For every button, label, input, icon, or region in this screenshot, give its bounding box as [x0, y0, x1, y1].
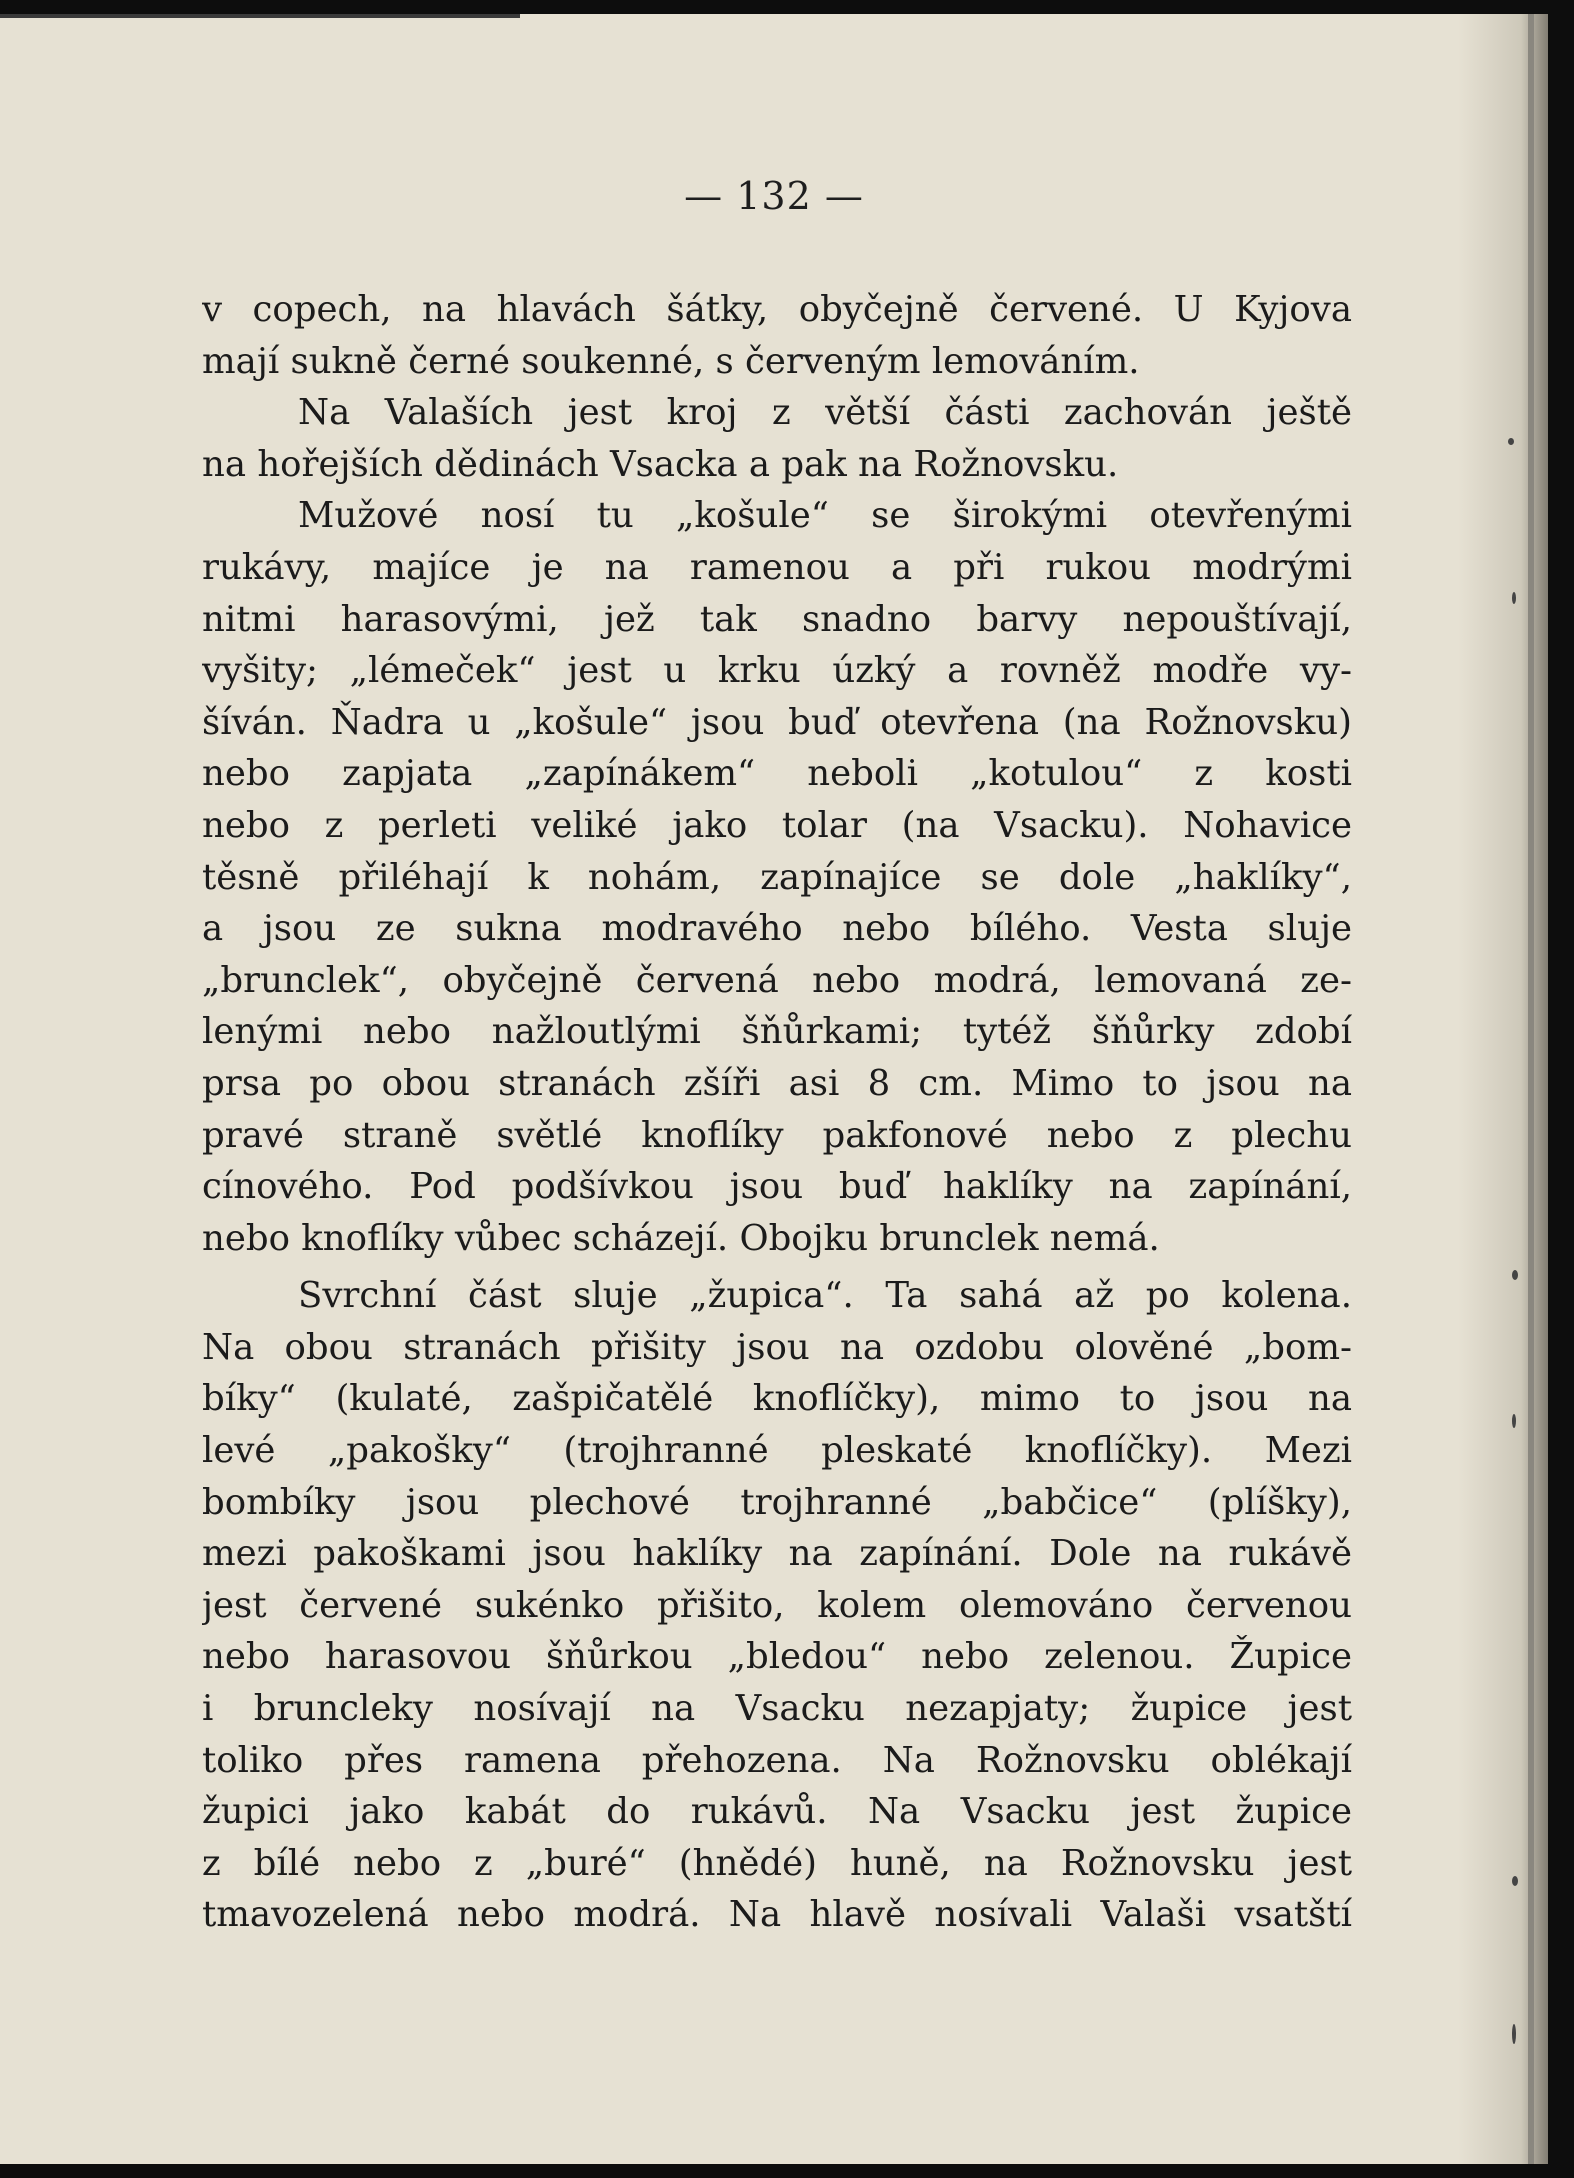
text-line: „brunclek“, obyčejně červená nebo modrá, lemovaná ze-	[202, 959, 1352, 1001]
page-gutter-shadow	[1458, 14, 1548, 2164]
page-number: — 132 —	[684, 174, 864, 218]
text-line: nebo zapjata „zapínákem“ neboli „kotulou“ z kosti	[202, 753, 1352, 795]
body-text	[202, 284, 1352, 1941]
text-line: Na Valaších jest kroj z větší části zachován ještě	[298, 392, 1352, 434]
text-line: jest červené sukénko přišito, kolem olemováno červenou	[202, 1584, 1352, 1626]
text-line: bíky“ (kulaté, zašpičatělé knoflíčky), mimo to jsou na	[202, 1378, 1352, 1420]
speck-mark	[1512, 2024, 1516, 2044]
text-line: nebo harasovou šňůrkou „bledou“ nebo zelenou. Župice	[202, 1636, 1352, 1678]
text-line: těsně přiléhají k nohám, zapínajíce se dole „haklíky“,	[202, 856, 1352, 898]
text-line: nebo z perleti veliké jako tolar (na Vsacku). Nohavice	[202, 804, 1352, 846]
top-edge-strip	[0, 14, 520, 18]
text-line: mají sukně černé soukenné, s červeným lemováním.	[202, 340, 1140, 382]
text-line: nebo knoflíky vůbec scházejí. Obojku brunclek nemá.	[202, 1217, 1160, 1259]
text-line: bombíky jsou plechové trojhranné „babčice“ (plíšky),	[202, 1481, 1352, 1523]
text-line: cínového. Pod podšívkou jsou buď haklíky na zapínání,	[202, 1166, 1352, 1208]
speck-mark	[1512, 1270, 1518, 1280]
text-line: Svrchní část sluje „župica“. Ta sahá až po kolena.	[298, 1275, 1352, 1317]
book-page	[0, 14, 1548, 2164]
text-line: nitmi harasovými, jež tak snadno barvy nepouštívají,	[202, 598, 1352, 640]
text-line: Mužové nosí tu „košule“ se širokými otevřenými	[298, 495, 1352, 537]
text-line: i bruncleky nosívají na Vsacku nezapjaty; župice jest	[202, 1688, 1352, 1730]
speck-mark	[1508, 438, 1514, 445]
text-line: župici jako kabát do rukávů. Na Vsacku jest župice	[202, 1791, 1352, 1833]
paragraph	[202, 284, 1352, 387]
speck-mark	[1512, 592, 1516, 604]
text-line: lenými nebo nažloutlými šňůrkami; tytéž šňůrky zdobí	[202, 1011, 1352, 1053]
paragraph	[202, 490, 1352, 1264]
text-line: šíván. Ňadra u „košule“ jsou buď otevřena (na Rožnovsku)	[202, 701, 1352, 743]
text-line: levé „pakošky“ (trojhranné pleskaté knoflíčky). Mezi	[202, 1430, 1352, 1472]
text-line: z bílé nebo z „buré“ (hnědé) huně, na Rožnovsku jest	[202, 1842, 1352, 1884]
speck-mark	[1512, 1414, 1516, 1428]
text-line: vyšity; „lémeček“ jest u krku úzký a rovněž modře vy-	[202, 650, 1352, 692]
text-line: pravé straně světlé knoflíky pakfonové nebo z plechu	[202, 1114, 1352, 1156]
paragraph	[202, 1270, 1352, 1941]
text-line: mezi pakoškami jsou haklíky na zapínání. Dole na rukávě	[202, 1533, 1352, 1575]
text-line: toliko přes ramena přehozena. Na Rožnovsku oblékají	[202, 1739, 1352, 1781]
text-line: Na obou stranách přišity jsou na ozdobu olověné „bom-	[202, 1326, 1352, 1368]
text-line: prsa po obou stranách zšíři asi 8 cm. Mimo to jsou na	[202, 1062, 1352, 1104]
text-line: rukávy, majíce je na ramenou a při rukou modrými	[202, 546, 1352, 588]
speck-mark	[1512, 1876, 1518, 1886]
text-line: tmavozelená nebo modrá. Na hlavě nosívali Valaši vsatští	[202, 1894, 1352, 1936]
text-line: na hořejších dědinách Vsacka a pak na Rožnovsku.	[202, 443, 1119, 485]
text-line: a jsou ze sukna modravého nebo bílého. Vesta sluje	[202, 908, 1352, 950]
paragraph	[202, 387, 1352, 490]
page-gutter-line	[1528, 14, 1534, 2164]
text-line: v copech, na hlavách šátky, obyčejně červené. U Kyjova	[202, 289, 1352, 330]
